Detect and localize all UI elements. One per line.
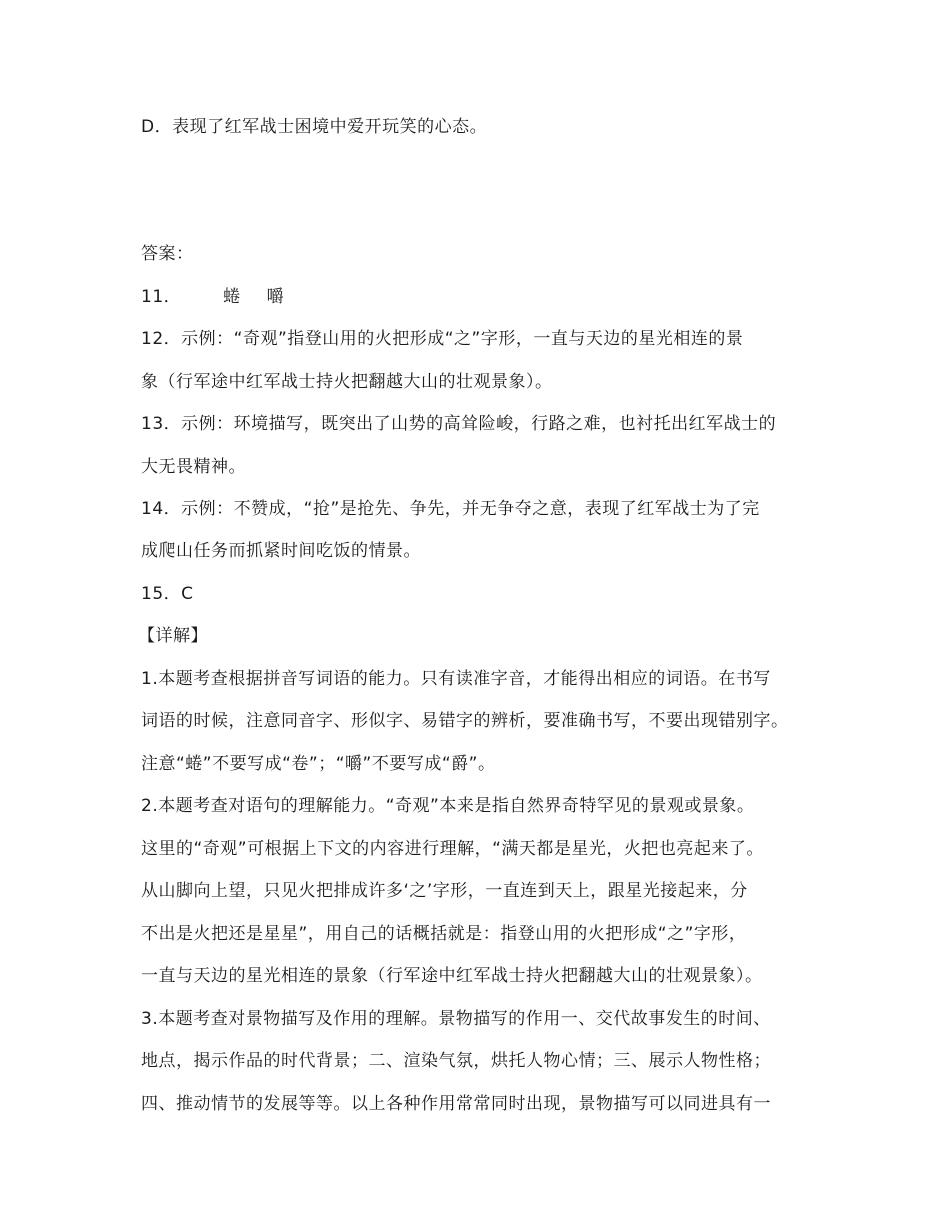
detail-line: 词语的时候，注意同音字、形似字、易错字的辨析，要准确书写，不要出现错别字。 — [141, 711, 789, 731]
answer-11 — [141, 286, 284, 308]
answer-14-line-2: 成爬山任务而抓紧时间吃饭的情景。 — [141, 541, 421, 561]
detail-line: 从山脚向上望，只见火把排成许多‘之’字形，一直连到天上，跟星光接起来，分 — [141, 881, 748, 901]
detail-heading: 【详解】 — [138, 626, 208, 646]
answer-label: 答案： — [141, 244, 194, 264]
answer-11-number: 11． — [141, 287, 182, 307]
answer-11-word-2: 嚼 — [266, 287, 285, 307]
detail-line: 四、推动情节的发展等等。以上各种作用常常同时出现，景物描写可以同进具有一 — [141, 1094, 771, 1114]
answer-14-line-1: 14．示例：不赞成，“抢”是抢先、争先，并无争夺之意，表现了红军战士为了完 — [141, 499, 760, 519]
answer-15: 15．C — [141, 584, 194, 604]
detail-line: 注意“蜷”不要写成“卷”；“嚼”不要写成“爵”。 — [141, 754, 496, 774]
answer-12-line-1: 12．示例：“奇观”指登山用的火把形成“之”字形，一直与天边的星光相连的景 — [141, 329, 744, 349]
detail-line: 2.本题考查对语句的理解能力。“奇观”本来是指自然界奇特罕见的景观或景象。 — [141, 796, 755, 816]
answer-11-word-1: 蜷 — [223, 287, 241, 307]
detail-line: 地点，揭示作品的时代背景；二、渲染气氛，烘托人物心情；三、展示人物性格； — [141, 1051, 771, 1071]
answer-13-line-2: 大无畏精神。 — [141, 457, 246, 477]
answer-13-line-1: 13．示例：环境描写，既突出了山势的高耸险峻，行路之难，也衬托出红军战士的 — [141, 414, 777, 434]
detail-line: 3.本题考查对景物描写及作用的理解。景物描写的作用一、交代故事发生的时间、 — [141, 1009, 771, 1029]
option-d: D．表现了红军战士困境中爱开玩笑的心态。 — [141, 117, 488, 137]
detail-line: 这里的“奇观”可根据上下文的内容进行理解，“满天都是星光，火把也亮起来了。 — [141, 839, 764, 859]
detail-line: 一直与天边的星光相连的景象（行军途中红军战士持火把翻越大山的壮观景象）。 — [141, 966, 763, 986]
answer-12-line-2: 象（行军途中红军战士持火把翻越大山的壮观景象）。 — [141, 372, 553, 392]
detail-line: 不出是火把还是星星”，用自己的话概括就是：指登山用的火把形成“之”字形， — [141, 924, 747, 944]
detail-line: 1.本题考查根据拼音写词语的能力。只有读准字音，才能得出相应的词语。在书写 — [141, 669, 771, 689]
